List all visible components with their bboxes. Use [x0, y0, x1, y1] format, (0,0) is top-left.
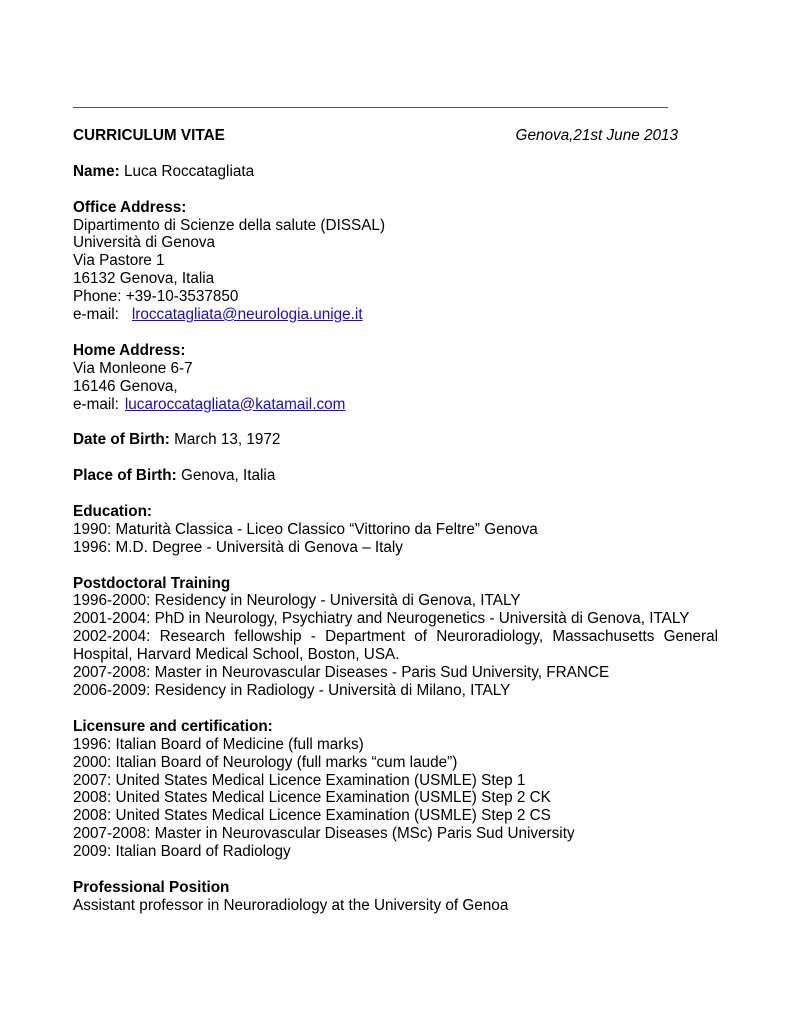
home-email-line — [73, 396, 718, 414]
office-address-line: Via Pastore 1 — [73, 252, 165, 270]
office-address-line: Università di Genova — [73, 234, 215, 252]
licensure-item: 2007: United States Medical Licence Examination (USMLE) Step 1 — [73, 771, 526, 789]
education-item: 1996: M.D. Degree - Università di Genova – Italy — [73, 538, 403, 556]
office-email-line — [73, 306, 718, 324]
home-address-heading: Home Address: — [73, 341, 186, 359]
licensure-item: 2008: United States Medical Licence Examination (USMLE) Step 2 CS — [73, 807, 551, 825]
office-address-heading: Office Address: — [73, 198, 187, 216]
home-email-label: e-mail: — [73, 395, 119, 413]
education-item: 1990: Maturità Classica - Liceo Classico “Vittorino da Feltre” Genova — [73, 520, 538, 538]
licensure-item: 2000: Italian Board of Neurology (full marks “cum laude”) — [73, 753, 458, 771]
dob-label: Date of Birth: — [73, 431, 170, 449]
licensure-section — [73, 718, 718, 861]
postdoctoral-item: 1996-2000: Residency in Neurology - Università di Genova, ITALY — [73, 592, 521, 610]
licensure-item: 2007-2008: Master in Neurovascular Diseases (MSc) Paris Sud University — [73, 825, 575, 843]
home-address-line: 16146 Genova, — [73, 377, 178, 395]
education-section — [73, 503, 718, 557]
place-of-birth-line — [73, 467, 718, 485]
licensure-item: 2008: United States Medical Licence Examination (USMLE) Step 2 CK — [73, 789, 551, 807]
postdoctoral-item: 2007-2008: Master in Neurovascular Diseases - Paris Sud University, FRANCE — [73, 664, 610, 682]
cv-title: CURRICULUM VITAE — [73, 127, 225, 144]
home-address-line: Via Monleone 6-7 — [73, 359, 193, 377]
postdoctoral-section — [73, 575, 718, 700]
pob-label: Place of Birth: — [73, 467, 177, 485]
education-heading: Education: — [73, 502, 153, 520]
office-address-section — [73, 199, 718, 324]
postdoctoral-item: 2001-2004: PhD in Neurology, Psychiatry and Neurogenetics - Università di Genova, ITALY — [73, 610, 690, 628]
name-value: Luca Roccatagliata — [124, 162, 255, 180]
office-email-link[interactable]: lroccatagliata@neurologia.unige.it — [131, 306, 363, 324]
pob-value: Genova, Italia — [180, 467, 276, 485]
name-line — [73, 163, 718, 181]
postdoctoral-item: 2006-2009: Residency in Radiology - Università di Milano, ITALY — [73, 681, 511, 699]
home-address-section — [73, 342, 718, 414]
professional-position-text: Assistant professor in Neuroradiology at the University of Genoa — [73, 896, 509, 914]
office-address-line: Dipartimento di Scienze della salute (DISSAL) — [73, 216, 386, 234]
cv-content — [73, 127, 718, 915]
licensure-item: 1996: Italian Board of Medicine (full marks) — [73, 735, 364, 753]
office-phone: Phone: +39-10-3537850 — [73, 288, 239, 306]
postdoctoral-heading: Postdoctoral Training — [73, 574, 231, 592]
dob-value: March 13, 1972 — [174, 431, 281, 449]
professional-position-section — [73, 879, 718, 915]
cv-date: Genova,21st June 2013 — [515, 127, 678, 144]
professional-position-heading: Professional Position — [73, 878, 230, 896]
licensure-item: 2009: Italian Board of Radiology — [73, 843, 291, 861]
name-label: Name: — [73, 162, 120, 180]
home-email-link[interactable]: lucaroccatagliata@katamail.com — [124, 395, 346, 413]
date-of-birth-line — [73, 431, 718, 449]
top-rule — [73, 107, 668, 108]
office-address-line: 16132 Genova, Italia — [73, 270, 215, 288]
licensure-heading: Licensure and certification: — [73, 717, 273, 735]
postdoctoral-item: 2002-2004: Research fellowship - Department of Neuroradiology, Massachusetts General Hospital, Harvard Medical School, Boston, USA. — [73, 628, 718, 664]
cv-header — [73, 127, 718, 145]
office-email-label: e-mail: — [73, 306, 119, 324]
